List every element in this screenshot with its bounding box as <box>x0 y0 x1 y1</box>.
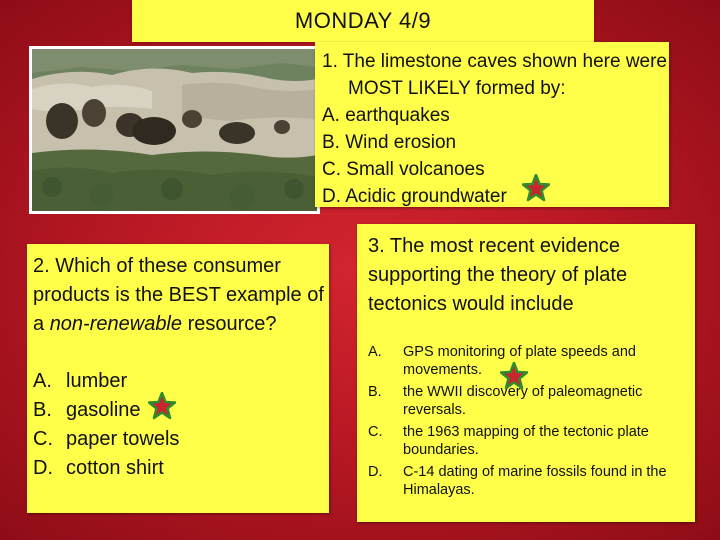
option-text: C-14 dating of marine fossils found in the Himalayas. <box>403 464 667 498</box>
question-2-stem-emphasis: non-renewable <box>49 313 183 335</box>
question-1-option-a: A. earthquakes <box>322 105 450 126</box>
question-1-panel <box>315 42 669 207</box>
option-letter: D. <box>33 457 53 479</box>
option-text: GPS monitoring of plate speeds and movements. <box>403 344 636 378</box>
question-2-option-c <box>33 425 329 454</box>
answer-star-icon <box>148 392 176 420</box>
option-letter: B. <box>368 384 382 400</box>
question-2-stem-start: 2. Which of these consumer products is the BEST example of a <box>33 255 324 335</box>
option-text: lumber <box>66 370 128 392</box>
option-letter: C. <box>33 428 53 450</box>
question-2-stem-end: resource? <box>182 313 277 335</box>
answer-star-icon <box>500 362 528 390</box>
question-3-option-a <box>368 343 695 379</box>
option-letter: B. <box>33 399 52 421</box>
question-2-option-a <box>33 367 329 396</box>
question-3-option-b <box>368 383 695 419</box>
question-1-option-c: C. Small volcanoes <box>322 159 485 180</box>
question-1-option-b: B. Wind erosion <box>322 132 457 153</box>
limestone-caves-photo <box>29 46 320 214</box>
question-3-option-d <box>368 463 695 499</box>
slide-title: MONDAY 4/9 <box>132 0 594 42</box>
question-2-stem <box>33 252 329 339</box>
option-letter: D. <box>368 464 383 480</box>
option-text: the WWII discovery of paleomagnetic reversals. <box>403 384 643 418</box>
question-1-option-d: D. Acidic groundwater <box>322 186 507 207</box>
option-letter: A. <box>368 344 382 360</box>
option-text: the 1963 mapping of the tectonic plate boundaries. <box>403 424 649 458</box>
question-2-option-b <box>33 396 329 425</box>
option-text: cotton shirt <box>66 457 164 479</box>
option-text: paper towels <box>66 428 180 450</box>
question-2-panel <box>27 244 329 513</box>
option-letter: C. <box>368 424 383 440</box>
option-text: gasoline <box>66 399 141 421</box>
option-letter: A. <box>33 370 52 392</box>
question-3-option-c <box>368 423 695 459</box>
question-1-stem: 1. The limestone caves shown here were MOST LIKELY formed by: <box>322 51 667 99</box>
answer-star-icon <box>522 174 550 202</box>
question-2-option-d <box>33 454 329 483</box>
question-3-stem: 3. The most recent evidence supporting the theory of plate tectonics would include <box>368 235 628 315</box>
